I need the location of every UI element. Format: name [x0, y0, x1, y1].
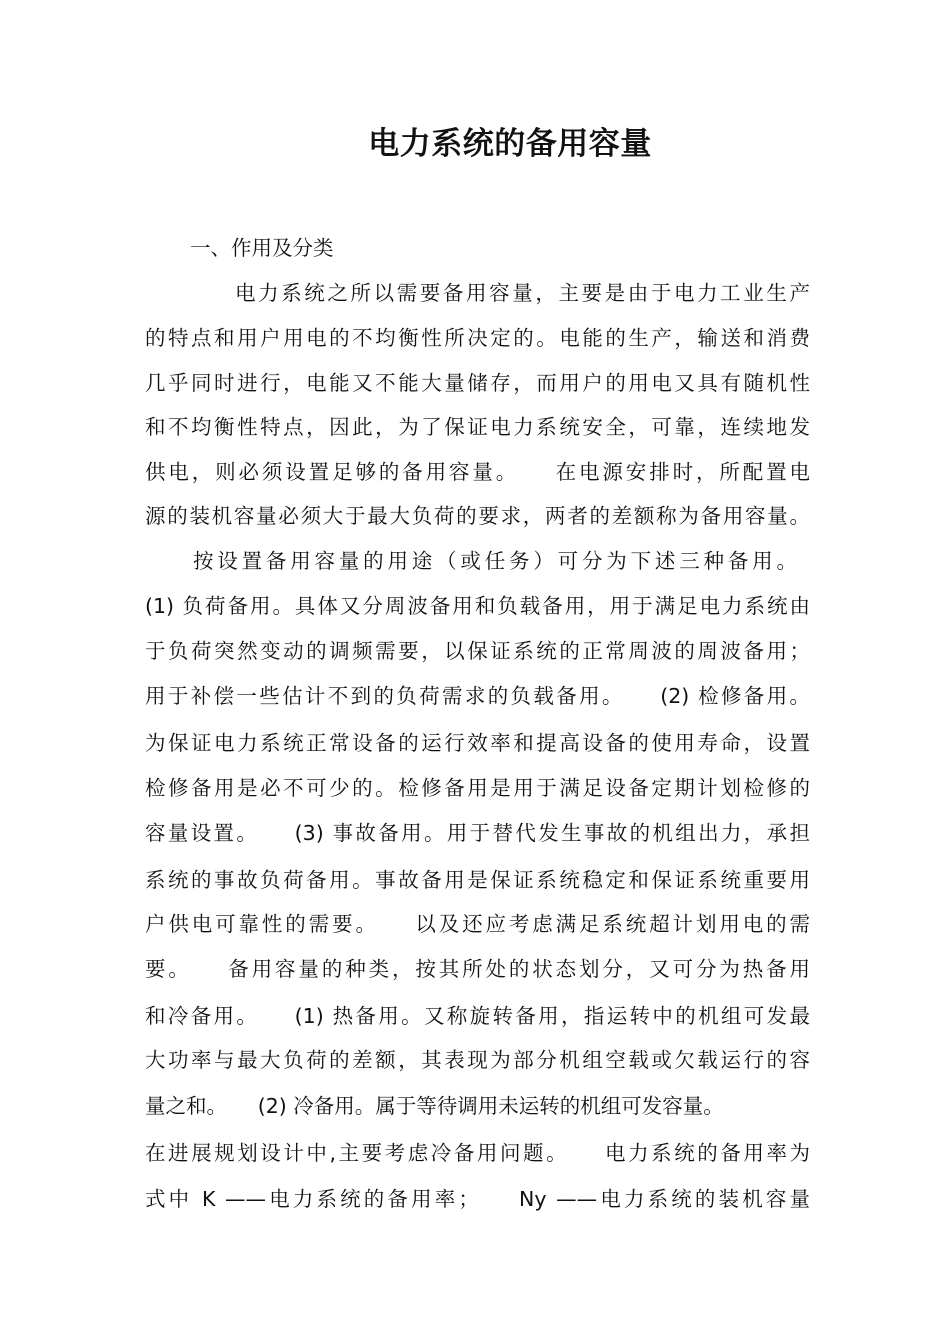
- paragraph-line: 几乎同时进行，电能又不能大量储存，而用户的用电又具有随机性: [145, 371, 810, 395]
- document-title: 电力系统的备用容量: [368, 126, 652, 162]
- paragraph-line: 用于补偿一些估计不到的负荷需求的负载备用。 (2) 检修备用。: [145, 684, 810, 708]
- paragraph-line: (1) 负荷备用。具体又分周波备用和负载备用，用于满足电力系统由: [145, 594, 810, 618]
- paragraph-line: 户供电可靠性的需要。 以及还应考虑满足系统超计划用电的需: [145, 912, 810, 936]
- paragraph-line: 和不均衡性特点，因此，为了保证电力系统安全，可靠，连续地发: [145, 415, 810, 439]
- paragraph-line: 的特点和用户用电的不均衡性所决定的。电能的生产，输送和消费: [145, 326, 810, 350]
- paragraph-line: 按设置备用容量的用途（或任务）可分为下述三种备用。: [193, 549, 799, 573]
- paragraph-line: 系统的事故负荷备用。事故备用是保证系统稳定和保证系统重要用: [145, 868, 810, 892]
- paragraph-line: 要。 备用容量的种类，按其所处的状态划分，又可分为热备用: [145, 957, 810, 981]
- paragraph-line: 源的装机容量必须大于最大负荷的要求，两者的差额称为备用容量。: [145, 504, 810, 528]
- paragraph-line: 在进展规划设计中,主要考虑冷备用问题。 电力系统的备用率为: [145, 1141, 810, 1165]
- paragraph-line: 为保证电力系统正常设备的运行效率和提高设备的使用寿命，设置: [145, 731, 810, 755]
- paragraph-line: 式中 K ——电力系统的备用率； Ny ——电力系统的装机容量: [145, 1187, 810, 1211]
- paragraph-line: 电力系统之所以需要备用容量，主要是由于电力工业生产: [235, 281, 810, 305]
- paragraph-line: 检修备用是必不可少的。检修备用是用于满足设备定期计划检修的: [145, 776, 810, 800]
- paragraph-line: 量之和。 (2) 冷备用。属于等待调用未运转的机组可发容量。: [145, 1094, 724, 1118]
- paragraph-line: 大功率与最大负荷的差额，其表现为部分机组空载或欠载运行的容: [145, 1048, 810, 1072]
- paragraph-line: 和冷备用。 (1) 热备用。又称旋转备用，指运转中的机组可发最: [145, 1004, 810, 1028]
- paragraph-line: 于负荷突然变动的调频需要，以保证系统的正常周波的周波备用；: [145, 639, 810, 663]
- paragraph-line: 供电，则必须设置足够的备用容量。 在电源安排时，所配置电: [145, 460, 810, 484]
- paragraph-line: 容量设置。 (3) 事故备用。用于替代发生事故的机组出力，承担: [145, 821, 810, 845]
- section-heading: 一、作用及分类: [190, 236, 334, 260]
